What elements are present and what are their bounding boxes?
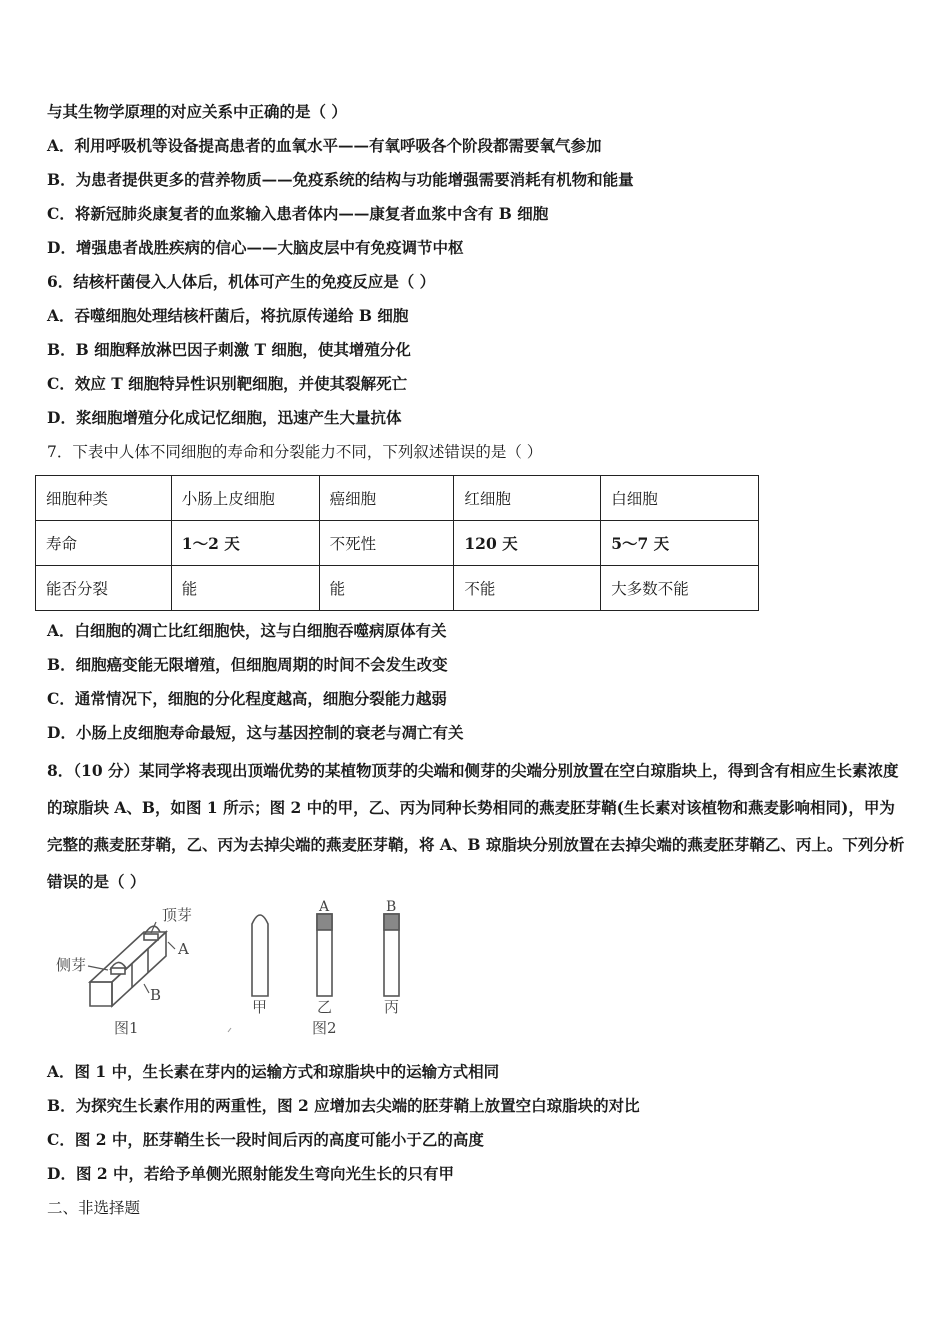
table-cell: 小肠上皮细胞 xyxy=(171,476,319,521)
label-a: A xyxy=(178,940,189,958)
side-bud-label: 侧芽 xyxy=(56,956,87,974)
q5-stem: 与其生物学原理的对应关系中正确的是（ ） xyxy=(47,102,347,121)
table-cell: 5～7 天 xyxy=(601,521,759,566)
jia-label: 甲 xyxy=(252,998,268,1016)
table-cell: 能 xyxy=(319,566,454,611)
table-cell: 1～2 天 xyxy=(171,521,319,566)
top-bud-icon xyxy=(144,926,160,940)
q5-option-a: A．利用呼吸机等设备提高患者的血氧水平——有氧呼吸各个阶段都需要氧气参加 xyxy=(47,136,602,155)
table-row xyxy=(36,521,759,566)
coleoptile-jia xyxy=(252,915,268,996)
table-cell: 120 天 xyxy=(454,521,601,566)
q5-option-c: C．将新冠肺炎康复者的血浆输入患者体内——康复者血浆中含有 B 细胞 xyxy=(47,204,549,223)
q6-option-b: B．B 细胞释放淋巴因子刺激 T 细胞，使其增殖分化 xyxy=(47,340,411,359)
figure-2-caption: 图2 xyxy=(312,1019,337,1037)
q8-stem: 8．（10 分）某同学将表现出顶端优势的某植物顶芽的尖端和侧芽的尖端分别放置在空白琼脂块上，得到含有相应生长素浓度的琼脂块 A、B，如图 1 所示；图 2 中的甲，乙、丙为同种长势相同的燕麦胚芽鞘(生长素对该植物和燕麦影响相同)，甲为完整的燕麦胚芽鞘，乙、丙为去掉尖端的燕麦胚芽鞘，将 A、B 琼脂块分别放置在去掉尖端的燕麦胚芽鞘乙、丙上。下列分析错误的是（ ） xyxy=(47,761,905,891)
q8-option-d: D．图 2 中，若给予单侧光照射能发生弯向光生长的只有甲 xyxy=(47,1164,455,1183)
block-a-label: A xyxy=(319,899,330,915)
q8-option-a: A．图 1 中，生长素在芽内的运输方式和琼脂块中的运输方式相同 xyxy=(47,1062,500,1081)
table-cell: 癌细胞 xyxy=(319,476,454,521)
q8-option-b: B．为探究生长素作用的两重性，图 2 应增加去尖端的胚芽鞘上放置空白琼脂块的对比 xyxy=(47,1096,640,1115)
block-b-label: B xyxy=(386,899,397,915)
agar-block-b xyxy=(384,914,399,930)
q7-option-a: A．白细胞的凋亡比红细胞快，这与白细胞吞噬病原体有关 xyxy=(47,621,447,640)
q7-option-c: C．通常情况下，细胞的分化程度越高，细胞分裂能力越弱 xyxy=(47,689,447,708)
table-cell: 不能 xyxy=(454,566,601,611)
q6-option-c: C．效应 T 细胞特异性识别靶细胞，并使其裂解死亡 xyxy=(47,374,408,393)
table-cell: 能 xyxy=(171,566,319,611)
table-cell: 不死性 xyxy=(319,521,454,566)
table-row xyxy=(36,566,759,611)
top-bud-label: 顶芽 xyxy=(162,906,193,924)
table-cell: 细胞种类 xyxy=(36,476,172,521)
q7-option-d: D．小肠上皮细胞寿命最短，这与基因控制的衰老与凋亡有关 xyxy=(47,723,464,742)
side-bud-icon xyxy=(110,962,126,974)
agar-block-a xyxy=(317,914,332,930)
plant-figure xyxy=(48,898,448,1043)
bing-label: 丙 xyxy=(384,998,400,1016)
q5-option-d: D．增强患者战胜疾病的信心——大脑皮层中有免疫调节中枢 xyxy=(47,238,464,257)
table-cell: 红细胞 xyxy=(454,476,601,521)
label-b: B xyxy=(150,986,162,1004)
q8-option-c: C．图 2 中，胚芽鞘生长一段时间后丙的高度可能小于乙的高度 xyxy=(47,1130,484,1149)
q6-option-d: D．浆细胞增殖分化成记忆细胞，迅速产生大量抗体 xyxy=(47,408,402,427)
table-cell: 大多数不能 xyxy=(601,566,759,611)
q7-option-b: B．细胞癌变能无限增殖，但细胞周期的时间不会发生改变 xyxy=(47,655,448,674)
cell-lifespan-table xyxy=(35,475,759,611)
table-row xyxy=(36,476,759,521)
q6-option-a: A．吞噬细胞处理结核杆菌后，将抗原传递给 B 细胞 xyxy=(47,306,409,325)
table-cell: 能否分裂 xyxy=(36,566,172,611)
table-cell: 白细胞 xyxy=(601,476,759,521)
section-heading: 二、非选择题 xyxy=(47,1199,141,1217)
q5-option-b: B．为患者提供更多的营养物质——免疫系统的结构与功能增强需要消耗有机物和能量 xyxy=(47,170,634,189)
yi-label: 乙 xyxy=(317,998,333,1016)
q6-stem: 6．结核杆菌侵入人体后，机体可产生的免疫反应是（ ） xyxy=(47,272,436,291)
table-cell: 寿命 xyxy=(36,521,172,566)
figure-1-caption: 图1 xyxy=(114,1019,139,1037)
q7-stem: 7．下表中人体不同细胞的寿命和分裂能力不同，下列叙述错误的是（ ） xyxy=(47,443,543,461)
